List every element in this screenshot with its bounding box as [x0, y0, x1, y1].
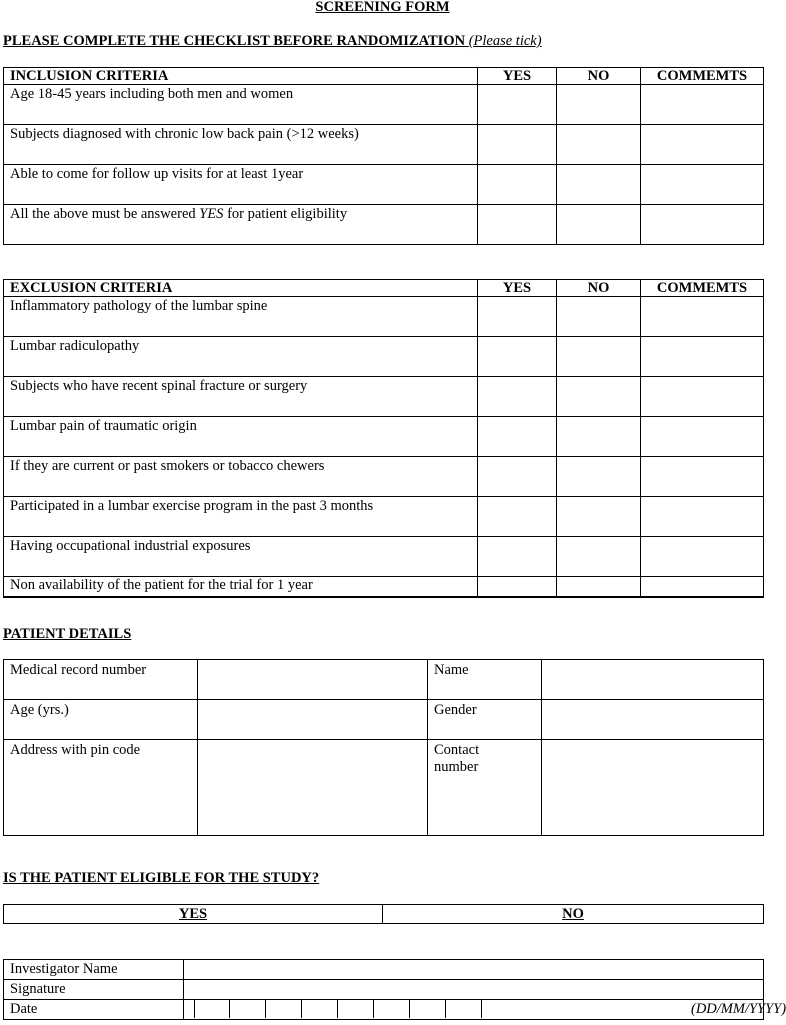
exclusion-no-cell[interactable] [557, 457, 641, 497]
inclusion-item: Able to come for follow up visits for at least 1year [4, 165, 478, 205]
exclusion-comments-cell[interactable] [641, 457, 764, 497]
inclusion-comments-cell[interactable] [641, 85, 764, 125]
signature-field[interactable] [184, 980, 764, 1000]
inclusion-col-no: NO [557, 68, 641, 85]
date-digit-box[interactable] [302, 1000, 338, 1018]
exclusion-col-no: NO [557, 280, 641, 297]
patient-details-table [3, 659, 764, 836]
signature-label: Signature [4, 980, 184, 1000]
checklist-heading [3, 33, 542, 50]
address-label: Address with pin code [4, 740, 198, 836]
exclusion-row [4, 417, 764, 457]
exclusion-no-cell[interactable] [557, 337, 641, 377]
exclusion-row [4, 297, 764, 337]
inclusion-row [4, 205, 764, 245]
eligibility-heading: IS THE PATIENT ELIGIBLE FOR THE STUDY? [3, 870, 320, 886]
date-digit-box[interactable] [230, 1000, 266, 1018]
note-post: for patient eligibility [223, 206, 348, 222]
inclusion-yes-cell[interactable] [478, 205, 557, 245]
exclusion-row [4, 537, 764, 577]
date-digit-box[interactable] [446, 1000, 482, 1018]
exclusion-yes-cell[interactable] [478, 337, 557, 377]
checklist-note: (Please tick) [468, 33, 542, 49]
exclusion-row [4, 457, 764, 497]
exclusion-comments-cell[interactable] [641, 497, 764, 537]
exclusion-item: Participated in a lumbar exercise program in the past 3 months [4, 497, 478, 537]
gender-field[interactable] [542, 700, 764, 740]
investigator-name-label: Investigator Name [4, 960, 184, 980]
note-em: YES [199, 206, 224, 222]
exclusion-yes-cell[interactable] [478, 417, 557, 457]
contact-field[interactable] [542, 740, 764, 836]
inclusion-row [4, 125, 764, 165]
exclusion-no-cell[interactable] [557, 297, 641, 337]
patient-details-heading: PATIENT DETAILS [3, 626, 132, 642]
exclusion-row [4, 337, 764, 377]
inclusion-col-comments: COMMEMTS [641, 68, 764, 85]
exclusion-item: Non availability of the patient for the trial for 1 year [4, 577, 478, 598]
inclusion-table [3, 67, 764, 245]
form-title: SCREENING FORM [315, 0, 450, 15]
eligible-no-option[interactable]: NO [383, 905, 764, 924]
medical-record-field[interactable] [198, 660, 428, 700]
contact-label-line1: Contact [434, 742, 480, 758]
exclusion-comments-cell[interactable] [641, 337, 764, 377]
exclusion-yes-cell[interactable] [478, 537, 557, 577]
exclusion-item: Subjects who have recent spinal fracture or surgery [4, 377, 478, 417]
age-field[interactable] [198, 700, 428, 740]
inclusion-no-cell[interactable] [557, 125, 641, 165]
exclusion-item: Lumbar radiculopathy [4, 337, 478, 377]
gender-label: Gender [428, 700, 542, 740]
exclusion-item: If they are current or past smokers or tobacco chewers [4, 457, 478, 497]
exclusion-no-cell[interactable] [557, 417, 641, 457]
date-digit-box[interactable] [338, 1000, 374, 1018]
inclusion-header: INCLUSION CRITERIA [4, 68, 478, 85]
exclusion-no-cell[interactable] [557, 577, 641, 598]
age-label: Age (yrs.) [4, 700, 198, 740]
date-label: Date [4, 1000, 184, 1020]
exclusion-item: Inflammatory pathology of the lumbar spine [4, 297, 478, 337]
medical-record-label: Medical record number [4, 660, 198, 700]
name-field[interactable] [542, 660, 764, 700]
inclusion-no-cell[interactable] [557, 85, 641, 125]
exclusion-no-cell[interactable] [557, 377, 641, 417]
inclusion-comments-cell[interactable] [641, 125, 764, 165]
inclusion-item: Age 18-45 years including both men and women [4, 85, 478, 125]
inclusion-col-yes: YES [478, 68, 557, 85]
inclusion-row [4, 85, 764, 125]
exclusion-yes-cell[interactable] [478, 497, 557, 537]
checklist-heading-text: PLEASE COMPLETE THE CHECKLIST BEFORE RANDOMIZATION [3, 33, 466, 49]
exclusion-comments-cell[interactable] [641, 537, 764, 577]
exclusion-yes-cell[interactable] [478, 457, 557, 497]
inclusion-no-cell[interactable] [557, 165, 641, 205]
exclusion-no-cell[interactable] [557, 537, 641, 577]
exclusion-header: EXCLUSION CRITERIA [4, 280, 478, 297]
exclusion-comments-cell[interactable] [641, 377, 764, 417]
inclusion-no-cell[interactable] [557, 205, 641, 245]
inclusion-yes-cell[interactable] [478, 125, 557, 165]
name-label: Name [428, 660, 542, 700]
inclusion-row [4, 165, 764, 205]
exclusion-row [4, 577, 764, 598]
contact-label-line2: number [434, 759, 479, 775]
inclusion-item: Subjects diagnosed with chronic low back pain (>12 weeks) [4, 125, 478, 165]
exclusion-item: Having occupational industrial exposures [4, 537, 478, 577]
exclusion-item: Lumbar pain of traumatic origin [4, 417, 478, 457]
exclusion-table [3, 279, 764, 598]
date-digit-box[interactable] [266, 1000, 302, 1018]
note-pre: All the above must be answered [10, 206, 200, 222]
date-field [184, 1000, 786, 1020]
exclusion-comments-cell[interactable] [641, 297, 764, 337]
contact-label [428, 740, 542, 836]
eligibility-table [3, 904, 764, 924]
exclusion-comments-cell[interactable] [641, 417, 764, 457]
exclusion-comments-cell[interactable] [641, 577, 764, 598]
address-field[interactable] [198, 740, 428, 836]
exclusion-yes-cell[interactable] [478, 297, 557, 337]
investigator-table [3, 959, 786, 1020]
exclusion-yes-cell[interactable] [478, 577, 557, 598]
exclusion-col-comments: COMMEMTS [641, 280, 764, 297]
inclusion-comments-cell[interactable] [641, 165, 764, 205]
investigator-name-field[interactable] [184, 960, 764, 980]
inclusion-eligibility-note [4, 205, 478, 245]
exclusion-col-yes: YES [478, 280, 557, 297]
exclusion-row [4, 497, 764, 537]
date-digit-box[interactable] [194, 1000, 230, 1018]
date-digit-boxes [194, 1000, 482, 1018]
inclusion-comments-cell[interactable] [641, 205, 764, 245]
date-digit-box[interactable] [410, 1000, 446, 1018]
exclusion-row [4, 377, 764, 417]
exclusion-no-cell[interactable] [557, 497, 641, 537]
inclusion-yes-cell[interactable] [478, 85, 557, 125]
inclusion-yes-cell[interactable] [478, 165, 557, 205]
exclusion-yes-cell[interactable] [478, 377, 557, 417]
date-format-hint: (DD/MM/YYYY) [691, 1001, 786, 1017]
date-digit-box[interactable] [374, 1000, 410, 1018]
eligible-yes-option[interactable]: YES [4, 905, 383, 924]
